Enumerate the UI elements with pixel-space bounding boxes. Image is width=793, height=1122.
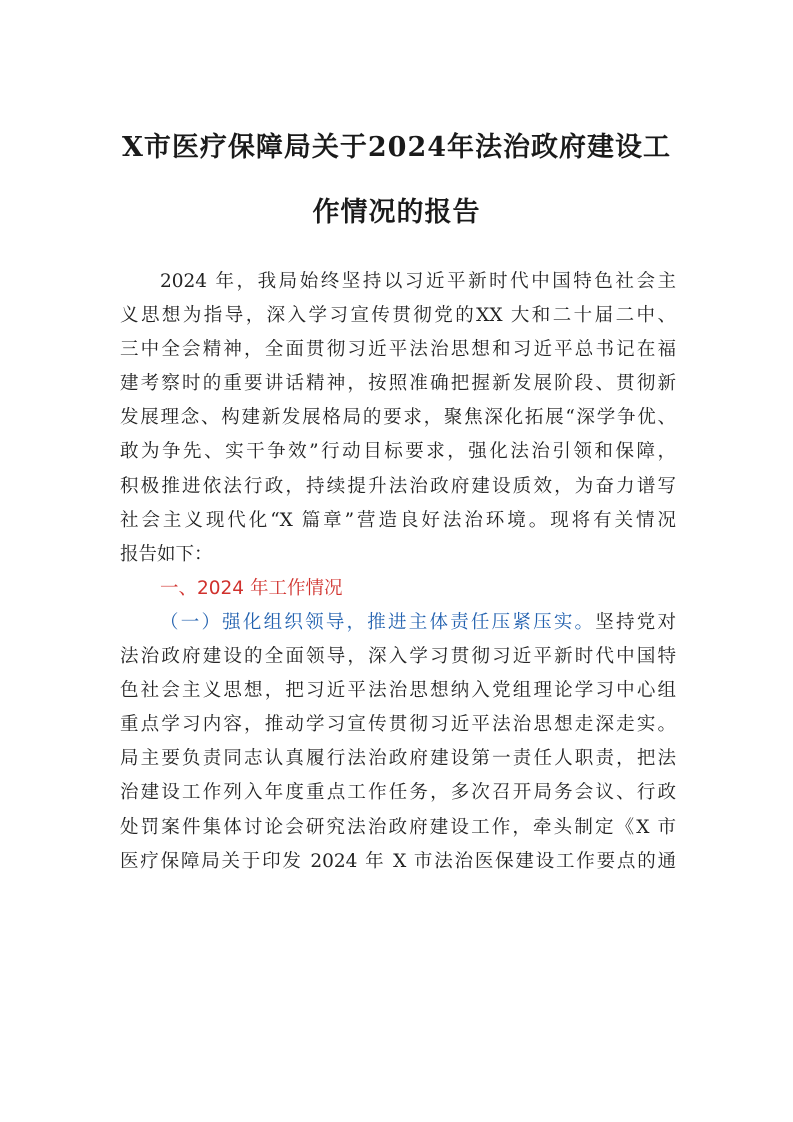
paragraph-line: 敢为争先、实干争效”行动目标要求，强化法治引领和保障， bbox=[120, 441, 676, 463]
paragraph-line: 医疗保障局关于印发 2024 年 X 市法治医保建设工作要点的通 bbox=[120, 850, 676, 872]
paragraph-line: 法治政府建设的全面领导，深入学习贯彻习近平新时代中国特 bbox=[120, 646, 676, 668]
subsection-first-line-rest: 坚持党对 bbox=[595, 611, 676, 633]
paragraph-line: 社会主义现代化“X 篇章”营造良好法治环境。现将有关情况 bbox=[120, 509, 676, 531]
paragraph-line: 三中全会精神，全面贯彻习近平法治思想和习近平总书记在福 bbox=[120, 339, 676, 361]
document-body bbox=[120, 265, 676, 879]
paragraph-line: 义思想为指导，深入学习宣传贯彻党的XX 大和二十届二中、 bbox=[120, 305, 676, 327]
paragraph-line: 重点学习内容，推动学习宣传贯彻习近平法治思想走深走实。 bbox=[120, 714, 676, 736]
paragraph-line: 色社会主义思想，把习近平法治思想纳入党组理论学习中心组 bbox=[120, 680, 676, 702]
document-title-line-2: 作情况的报告 bbox=[312, 197, 481, 228]
paragraph-line: 处罚案件集体讨论会研究法治政府建设工作，牵头制定《X 市 bbox=[120, 816, 676, 838]
paragraph-line: 发展理念、构建新发展格局的要求，聚焦深化拓展“深学争优、 bbox=[120, 407, 676, 429]
paragraph-line: 报告如下： bbox=[120, 543, 213, 565]
subsection-heading: （一）强化组织领导，推进主体责任压紧压实。 bbox=[160, 611, 596, 633]
section-heading: 一、2024 年工作情况 bbox=[160, 577, 343, 599]
paragraph-line: 治建设工作列入年度重点工作任务，多次召开局务会议、行政 bbox=[120, 782, 676, 804]
subsection-first-line bbox=[120, 606, 676, 640]
paragraph-line: 局主要负责同志认真履行法治政府建设第一责任人职责，把法 bbox=[120, 748, 676, 770]
paragraph-line: 2024 年，我局始终坚持以习近平新时代中国特色社会主 bbox=[160, 271, 676, 292]
paragraph-line: 积极推进依法行政，持续提升法治政府建设质效，为奋力谱写 bbox=[120, 475, 676, 497]
paragraph-line: 建考察时的重要讲话精神，按照准确把握新发展阶段、贯彻新 bbox=[120, 373, 676, 395]
document-title-line-1: X市医疗保障局关于2024年法治政府建设工 bbox=[121, 132, 672, 163]
